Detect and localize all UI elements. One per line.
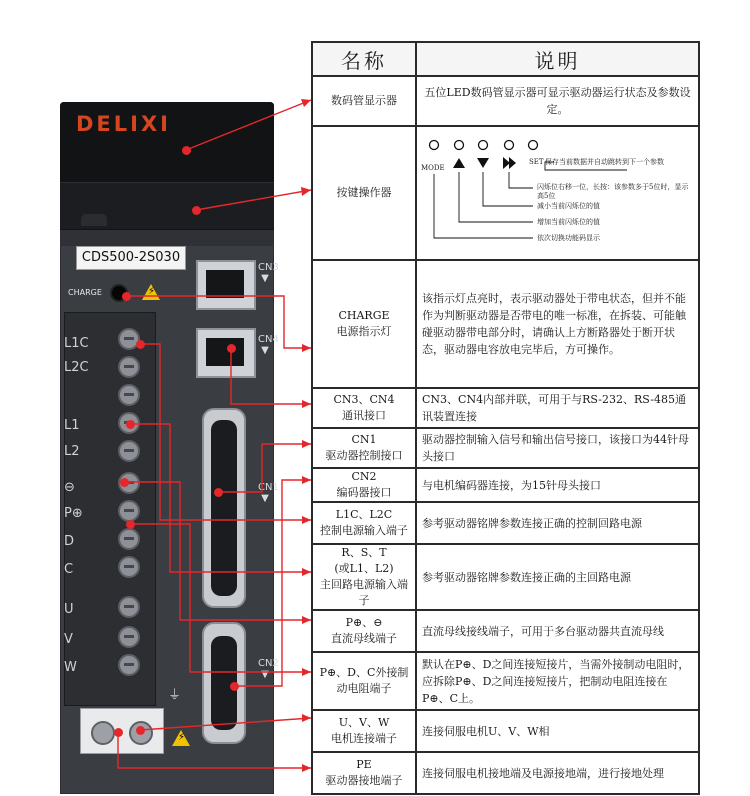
- leader-pe: [118, 732, 311, 768]
- table-row: [312, 126, 699, 260]
- table-row: [312, 468, 699, 502]
- leader-keypad: [196, 190, 311, 210]
- row-name: CHARGE 电源指示灯: [312, 260, 416, 388]
- brand-logo: DELIXI: [76, 112, 171, 136]
- marker-dot: [192, 206, 201, 215]
- row-name: PE 驱动器接地端子: [312, 752, 416, 794]
- row-desc: 驱动器控制输入信号和输出信号接口，该接口为44针母头接口: [416, 428, 699, 468]
- terminal-label: D: [64, 534, 75, 549]
- row-desc: 默认在P⊕、D之间连接短接片，当需外接制动电阻时，应拆除P⊕、D之间连接短接片，把制动电阻连接在P⊕、C上。: [416, 652, 699, 710]
- table-row: [312, 710, 699, 752]
- terminal-label: P⊕: [64, 506, 83, 521]
- row-desc: CN3、CN4内部并联，可用于与RS-232、RS-485通讯装置连接: [416, 388, 699, 428]
- row-name: CN2 编码器接口: [312, 468, 416, 502]
- charge-label: CHARGE: [68, 288, 102, 297]
- terminal-label: L2: [64, 444, 80, 459]
- description-table: [311, 41, 700, 795]
- leader-brake: [130, 524, 311, 672]
- row-name: 按键操作器: [312, 126, 416, 260]
- row-name: 数码管显示器: [312, 76, 416, 126]
- set-key-label: SET: [529, 158, 544, 166]
- row-desc: 连接伺服电机接地端及电源接地端，进行接地处理: [416, 752, 699, 794]
- leader-cn34: [231, 348, 311, 404]
- table-row: [312, 544, 699, 610]
- terminal-label: L1C: [64, 336, 89, 351]
- marker-dot: [126, 420, 135, 429]
- terminal-label: C: [64, 562, 74, 577]
- row-name: R、S、T (或L1、L2) 主回路电源输入端子: [312, 544, 416, 610]
- terminal-label: V: [64, 632, 73, 647]
- header-desc: 说明: [416, 42, 699, 76]
- row-name: U、V、W 电机连接端子: [312, 710, 416, 752]
- marker-dot: [227, 344, 236, 353]
- table-row: [312, 502, 699, 544]
- marker-dot: [136, 340, 145, 349]
- marker-dot: [114, 728, 123, 737]
- row-desc: 参考驱动器铭牌参数连接正确的主回路电源: [416, 544, 699, 610]
- keypad-note: 减小当前闪烁位的值: [537, 202, 600, 210]
- row-name: CN1 驱动器控制接口: [312, 428, 416, 468]
- row-name: P⊕、⊖ 直流母线端子: [312, 610, 416, 652]
- marker-dot: [126, 520, 135, 529]
- table-row: [312, 652, 699, 710]
- leader-cn1: [218, 444, 311, 492]
- table-row: [312, 260, 699, 388]
- row-name: L1C、L2C 控制电源输入端子: [312, 502, 416, 544]
- marker-dot: [214, 488, 223, 497]
- terminal-label: L2C: [64, 360, 89, 375]
- leader-uvw: [140, 718, 311, 730]
- leader-l1c: [140, 344, 311, 520]
- header-name: 名称: [312, 42, 416, 76]
- table-row: [312, 610, 699, 652]
- table-row: [312, 388, 699, 428]
- leader-rst: [130, 424, 311, 572]
- marker-dot: [136, 726, 145, 735]
- mode-key-label: MODE: [421, 164, 445, 172]
- model-label: CDS500-2S030: [76, 246, 186, 270]
- leader-dcbus: [124, 482, 311, 620]
- marker-dot: [122, 292, 131, 301]
- row-desc: 该指示灯点亮时，表示驱动器处于带电状态，但并不能作为判断驱动器是否带电的唯一标准，在拆装、可能触碰驱动器带电部分时，请确认上方断路器处于断开状态，驱动器电容放电完毕后，方可操作。: [416, 260, 699, 388]
- marker-dot: [182, 146, 191, 155]
- table-row: [312, 76, 699, 126]
- row-desc: 连接伺服电机U、V、W相: [416, 710, 699, 752]
- leader-charge: [126, 296, 311, 348]
- keypad-note: 依次切换功能码显示: [537, 234, 600, 242]
- row-desc: 与电机编码器连接，为15针母头接口: [416, 468, 699, 502]
- table-row: [312, 428, 699, 468]
- terminal-label: W: [64, 660, 77, 675]
- cn3-label: CN3 ▼: [258, 262, 279, 284]
- terminal-label: ⊖: [64, 480, 75, 495]
- marker-dot: [120, 478, 129, 487]
- keypad-diagram: [416, 126, 699, 260]
- cn2-label: CN2 ▼: [258, 658, 279, 680]
- marker-dot: [230, 682, 239, 691]
- row-desc: 直流母线接线端子，可用于多台驱动器共直流母线: [416, 610, 699, 652]
- leader-display: [186, 100, 311, 150]
- row-desc: 参考驱动器铭牌参数连接正确的控制回路电源: [416, 502, 699, 544]
- row-name: P⊕、D、C外接制动电阻端子: [312, 652, 416, 710]
- terminal-label: U: [64, 602, 74, 617]
- ground-icon: ⏚: [168, 688, 182, 703]
- cn1-label: CN1 ▼: [258, 482, 279, 504]
- keypad-note: 增加当前闪烁位的值: [537, 218, 600, 226]
- cn4-label: CN4 ▼: [258, 334, 279, 356]
- row-name: CN3、CN4 通讯接口: [312, 388, 416, 428]
- table-row: [312, 752, 699, 794]
- keypad-note: 闪烁位右移一位，长按：该参数多于5位时，显示高5位: [537, 183, 689, 200]
- leader-cn2: [234, 480, 311, 686]
- warning-icon: ⚡: [142, 284, 160, 300]
- table-header-row: [312, 42, 699, 76]
- terminal-label: L1: [64, 418, 80, 433]
- keypad-note: 保存当前数据并自动跳转到下一个参数: [545, 158, 664, 166]
- warning-icon: ⚡: [172, 730, 190, 746]
- row-desc: 五位LED数码管显示器可显示驱动器运行状态及参数设定。: [416, 76, 699, 126]
